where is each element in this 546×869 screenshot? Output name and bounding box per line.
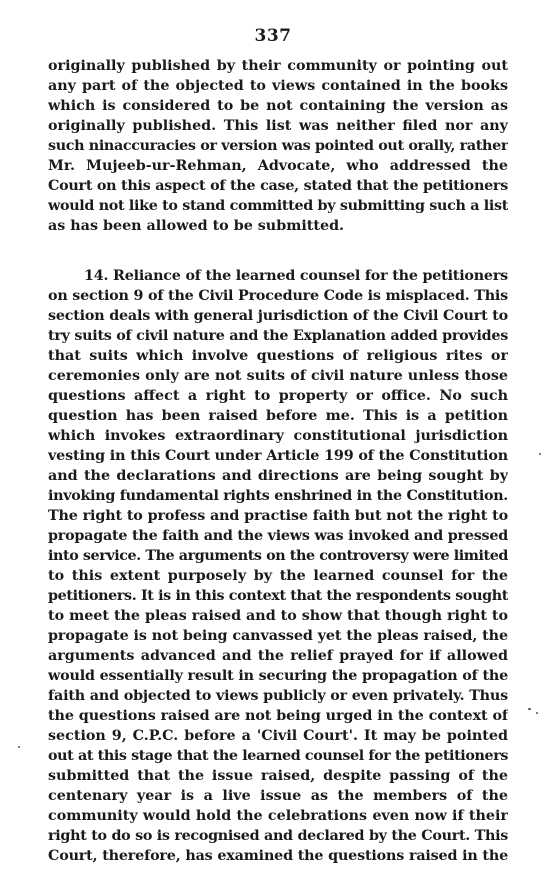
text-line: out at this stage that the learned counsel for the petitioners: [48, 748, 508, 764]
text-line: originally published by their community or pointing out: [48, 58, 508, 74]
text-line: faith and objected to views publicly or even privately. Thus: [48, 688, 508, 704]
text-line: and the declarations and directions are being sought by: [48, 468, 508, 484]
scan-speck: [18, 746, 20, 748]
text-line: ceremonies only are not suits of civil nature unless those: [48, 368, 508, 384]
text-line: which invokes extraordinary constitutional jurisdiction: [48, 428, 508, 444]
scan-speck: [528, 708, 531, 710]
text-line: would essentially result in securing the propagation of the: [48, 668, 508, 684]
page-number: 337: [254, 26, 292, 46]
text-line: to meet the pleas raised and to show that though right to: [48, 608, 508, 624]
text-line: propagate is not being canvassed yet the pleas raised, the: [48, 628, 508, 644]
text-line: propagate the faith and the views was invoked and pressed: [48, 528, 508, 544]
text-line: try suits of civil nature and the Explanation added provides: [48, 328, 508, 344]
paragraph-opening-line: 14. Reliance of the learned counsel for the petitioners: [84, 268, 508, 284]
text-line: Mr. Mujeeb-ur-Rehman, Advocate, who addressed the: [48, 158, 508, 174]
text-line: on section 9 of the Civil Procedure Code is misplaced. This: [48, 288, 508, 304]
text-line: section deals with general jurisdiction of the Civil Court to: [48, 308, 508, 324]
text-line: community would hold the celebrations even now if their: [48, 808, 508, 824]
text-line: Court on this aspect of the case, stated that the petitioners: [48, 178, 508, 194]
text-line: which is considered to be not containing the version as: [48, 98, 508, 114]
text-line: arguments advanced and the relief prayed for if allowed: [48, 648, 508, 664]
scan-speck: [539, 453, 541, 455]
text-line: petitioners. It is in this context that the respondents sought: [48, 588, 508, 604]
text-line: to this extent purposely by the learned counsel for the: [48, 568, 508, 584]
text-line: as has been allowed to be submitted.: [48, 218, 345, 234]
text-line: The right to profess and practise faith but not the right to: [48, 508, 508, 524]
text-line: submitted that the issue raised, despite passing of the: [48, 768, 508, 784]
text-line: into service. The arguments on the controversy were limited: [48, 548, 508, 564]
paragraph-14: [48, 266, 508, 866]
text-line: would not like to stand committed by submitting such a list: [48, 198, 508, 214]
text-line: the questions raised are not being urged in the context of: [48, 708, 508, 724]
text-line: invoking fundamental rights enshrined in the Constitution.: [48, 488, 508, 504]
text-line: questions affect a right to property or office. No such: [48, 388, 508, 404]
text-line: right to do so is recognised and declared by the Court. This: [48, 828, 508, 844]
scan-speck: [536, 712, 538, 714]
text-line: such ninaccuracies or version was pointed out orally, rather: [48, 138, 508, 154]
text-line: any part of the objected to views contained in the books: [48, 78, 508, 94]
text-line: centenary year is a live issue as the members of the: [48, 788, 508, 804]
text-line: Court, therefore, has examined the questions raised in the: [48, 848, 508, 864]
text-line: originally published. This list was neither filed nor any: [48, 118, 508, 134]
text-line: question has been raised before me. This is a petition: [48, 408, 508, 424]
text-line: section 9, C.P.C. before a 'Civil Court'. It may be pointed: [48, 728, 508, 744]
text-line: vesting in this Court under Article 199 of the Constitution: [48, 448, 508, 464]
paragraph-continued: [48, 56, 508, 236]
text-line: that suits which involve questions of religious rites or: [48, 348, 508, 364]
